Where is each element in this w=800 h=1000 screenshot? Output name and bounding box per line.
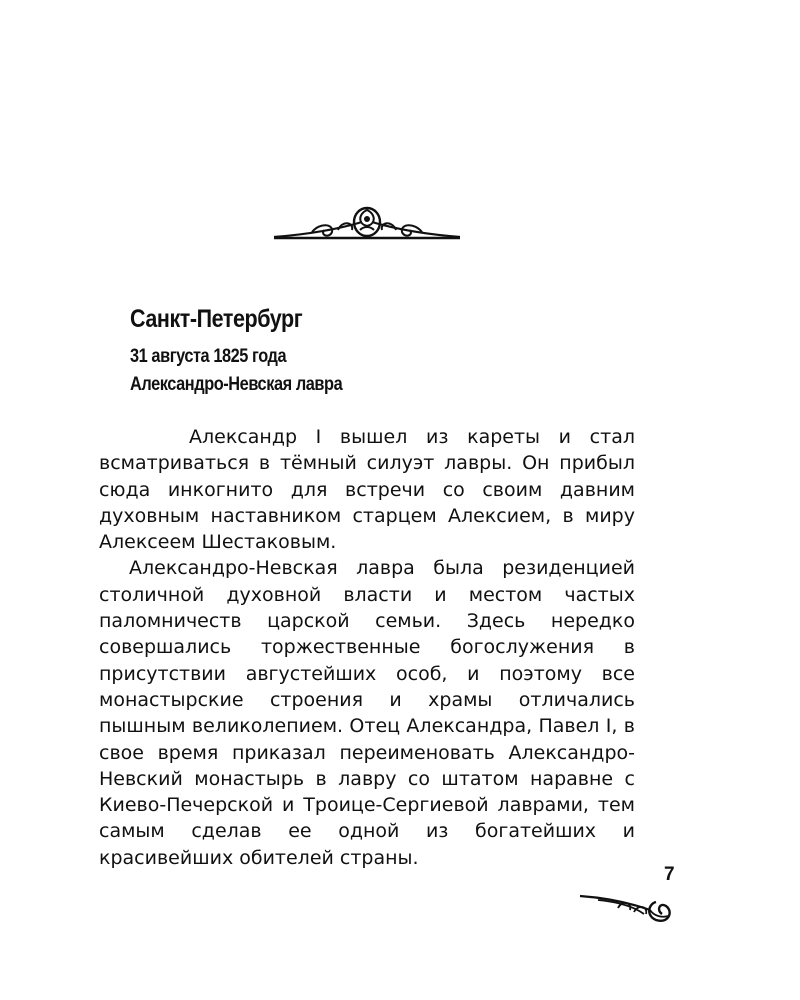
paragraph-1: Александр I вышел из кареты и стал всматриваться в тёмный силуэт лавры. Он прибыл сюда инкогнито для встречи со своим давним духовным наставником старцем Алексием, в миру Алексеем Шестаковым. <box>99 426 635 554</box>
section-date-heading: 31 августа 1825 года <box>130 346 287 367</box>
section-city-heading: Санкт-Петербург <box>130 305 303 333</box>
corner-ornament-icon <box>578 886 678 926</box>
section-place-heading: Александро-Невская лавра <box>130 374 343 395</box>
paragraph-2: Александро-Невская лавра была резиденцией столичной духовной власти и местом частых паломничеств царской семьи. Здесь нередко совершались торжественные богослужения в присутствии августейших особ, и поэтому все монастырские строения и храмы отличались пышным великолепием. Отец Александра, Павел I, в свое время приказал переименовать Александро-Невский монастырь в лавру со штатом наравне с Киево-Печерской и Троице-Сергиевой лаврами, тем самым сделав ее одной из богатейших и красивейших обителей страны. <box>99 557 635 869</box>
ornament-divider-icon <box>272 200 462 244</box>
page-number: 7 <box>664 864 675 885</box>
chapter-body-text <box>99 424 635 871</box>
